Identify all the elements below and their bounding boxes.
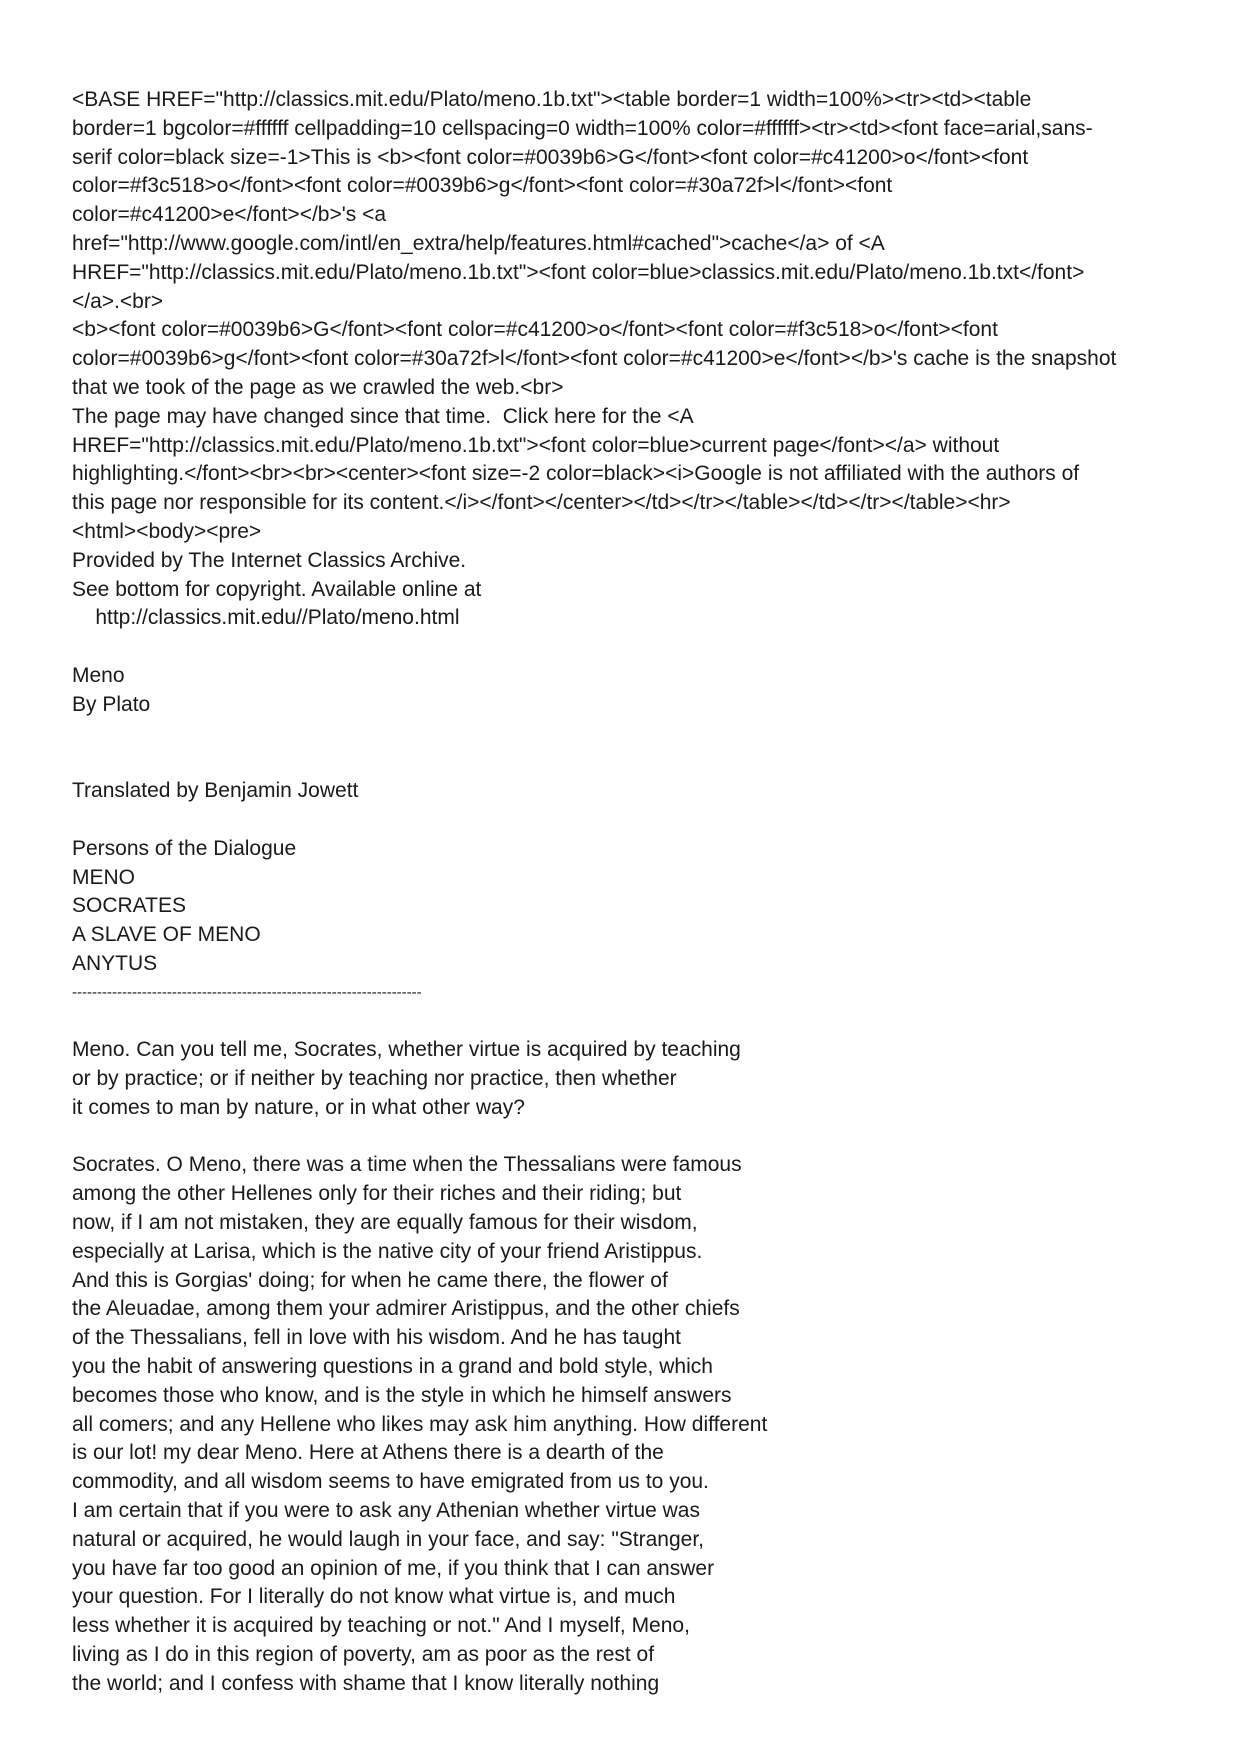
speech-line: Socrates. O Meno, there was a time when the Thessalians were famous (72, 1153, 742, 1177)
speech-line: is our lot! my dear Meno. Here at Athens there is a dearth of the (72, 1441, 664, 1465)
header-line: highlighting.</font><br><br><center><font size=-2 color=black><i>Google is not affiliated with the authors of (72, 462, 1080, 486)
header-line: color=#c41200>e</font></b>'s <a (72, 203, 387, 227)
speech-line: or by practice; or if neither by teaching nor practice, then whether (72, 1067, 677, 1091)
speech-line: living as I do in this region of poverty, am as poor as the rest of (72, 1643, 655, 1667)
speech-line: it comes to man by nature, or in what other way? (72, 1095, 525, 1119)
archive-line: Provided by The Internet Classics Archive. (72, 548, 467, 572)
header-line: href="http://www.google.com/intl/en_extra/help/features.html#cached">cache</a> of <A (72, 231, 885, 255)
header-line: HREF="http://classics.mit.edu/Plato/meno.1b.txt"><font color=blue>classics.mit.edu/Plato/meno.1b.txt</font> (72, 260, 1085, 284)
person-item: SOCRATES (72, 894, 186, 918)
separator-line: ---------------------------------------------------------------------- (72, 983, 422, 1001)
speech-line: among the other Hellenes only for their riches and their riding; but (72, 1182, 682, 1206)
speech-line: Meno. Can you tell me, Socrates, whether virtue is acquired by teaching (72, 1038, 741, 1062)
translator-credit: Translated by Benjamin Jowett (72, 779, 359, 803)
person-item: ANYTUS (72, 951, 158, 975)
meno-speech (72, 1036, 1182, 1122)
speech-line: I am certain that if you were to ask any Athenian whether virtue was (72, 1499, 700, 1523)
header-line: </a>.<br> (72, 289, 164, 313)
speech-line: you the habit of answering questions in a grand and bold style, which (72, 1355, 713, 1379)
speech-line: commodity, and all wisdom seems to have emigrated from us to you. (72, 1470, 709, 1494)
speech-line: natural or acquired, he would laugh in your face, and say: "Stranger, (72, 1527, 705, 1551)
speech-line: you have far too good an opinion of me, if you think that I can answer (72, 1556, 715, 1580)
header-line: The page may have changed since that time. Click here for the <A (72, 404, 694, 428)
archive-url: http://classics.mit.edu//Plato/meno.html (72, 606, 460, 630)
header-line: <html><body><pre> (72, 519, 262, 543)
header-line: that we took of the page as we crawled the web.<br> (72, 375, 564, 399)
speech-line: less whether it is acquired by teaching or not." And I myself, Meno, (72, 1614, 690, 1638)
speech-line: especially at Larisa, which is the native city of your friend Aristippus. (72, 1239, 703, 1263)
persons-heading: Persons of the Dialogue (72, 836, 297, 860)
speech-line: And this is Gorgias' doing; for when he came there, the flower of (72, 1268, 668, 1292)
header-line: color=#0039b6>g</font><font color=#30a72f>l</font><font color=#c41200>e</font></b>'s cache is the snapshot (72, 347, 1117, 371)
speech-line: now, if I am not mistaken, they are equally famous for their wisdom, (72, 1211, 698, 1235)
archive-line: See bottom for copyright. Available online at (72, 577, 482, 601)
socrates-speech (72, 1151, 1182, 1698)
header-line: color=#f3c518>o</font><font color=#0039b6>g</font><font color=#30a72f>l</font><font (72, 174, 893, 198)
cache-header-source (72, 86, 1182, 547)
person-item: A SLAVE OF MENO (72, 923, 261, 947)
speech-line: all comers; and any Hellene who likes may ask him anything. How different (72, 1412, 768, 1436)
header-line: border=1 bgcolor=#ffffff cellpadding=10 cellspacing=0 width=100% color=#ffffff><tr><td><font face=arial,sans- (72, 116, 1093, 140)
speech-line: becomes those who know, and is the style in which he himself answers (72, 1383, 732, 1407)
speech-line: of the Thessalians, fell in love with his wisdom. And he has taught (72, 1326, 681, 1350)
speech-line: the world; and I confess with shame that I know literally nothing (72, 1671, 660, 1695)
speech-line: the Aleuadae, among them your admirer Aristippus, and the other chiefs (72, 1297, 740, 1321)
header-line: this page nor responsible for its content.</i></font></center></td></tr></table></td></tr></table><hr> (72, 491, 1011, 515)
header-line: <BASE HREF="http://classics.mit.edu/Plato/meno.1b.txt"><table border=1 width=100%><tr><td><table (72, 88, 1032, 111)
document-title: Meno (72, 663, 125, 687)
document-page (72, 86, 1182, 1699)
header-line: <b><font color=#0039b6>G</font><font color=#c41200>o</font><font color=#f3c518>o</font><font (72, 318, 998, 342)
person-item: MENO (72, 865, 135, 889)
persons-list (72, 835, 1182, 979)
header-line: serif color=black size=-1>This is <b><font color=#0039b6>G</font><font color=#c41200>o</font><font (72, 145, 1029, 169)
document-author: By Plato (72, 692, 151, 716)
speech-line: your question. For I literally do not know what virtue is, and much (72, 1585, 676, 1609)
header-line: HREF="http://classics.mit.edu/Plato/meno.1b.txt"><font color=blue>current page</font></a> without (72, 433, 1000, 457)
archive-info (72, 547, 1182, 633)
